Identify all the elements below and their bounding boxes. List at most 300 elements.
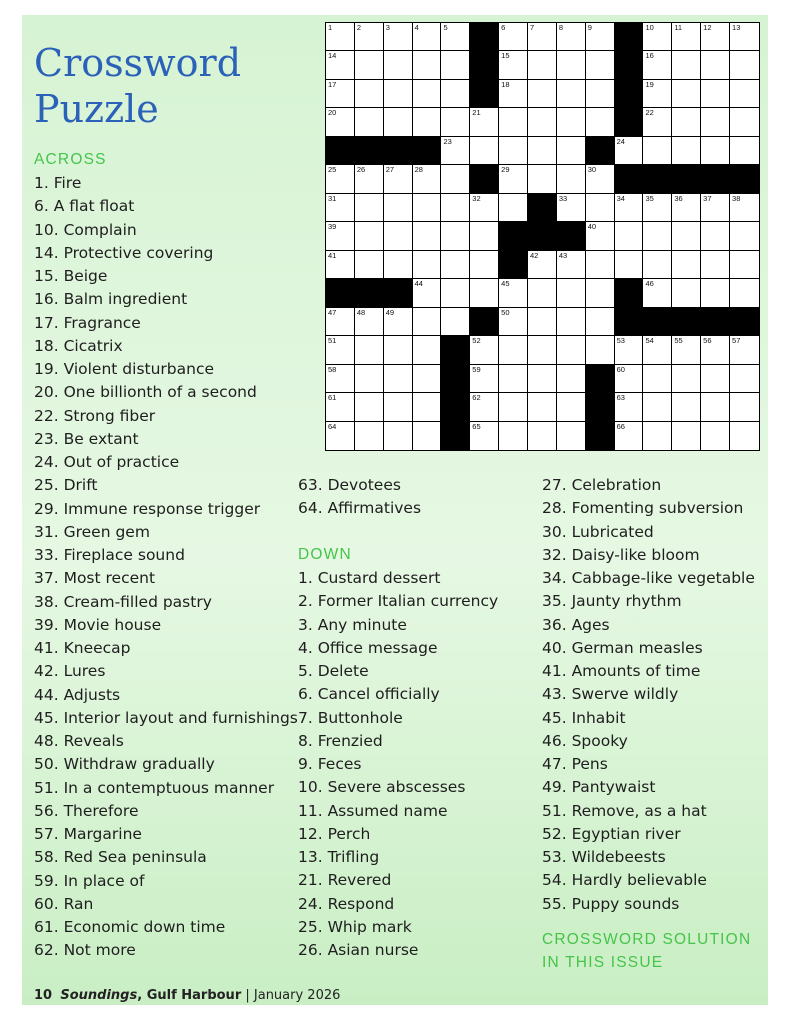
grid-block xyxy=(441,422,470,450)
down-clue: 41. Amounts of time xyxy=(542,662,701,680)
clue-number: 14 xyxy=(328,51,337,61)
down-clues-column-1 xyxy=(298,567,498,962)
across-clue: 20. One billionth of a second xyxy=(34,383,257,402)
grid-cell[interactable] xyxy=(557,51,586,79)
grid-cell[interactable] xyxy=(701,51,730,79)
grid-cell[interactable] xyxy=(528,137,557,165)
grid-cell[interactable] xyxy=(730,393,759,421)
grid-cell[interactable] xyxy=(470,422,499,450)
grid-cell[interactable] xyxy=(499,23,528,51)
solution-note-line-2: IN THIS ISSUE xyxy=(542,954,664,971)
grid-cell[interactable] xyxy=(528,365,557,393)
grid-cell[interactable] xyxy=(326,108,355,136)
grid-cell[interactable] xyxy=(413,251,442,279)
clue-number: 33 xyxy=(558,193,568,203)
grid-cell[interactable] xyxy=(499,422,528,450)
down-clues-column-2 xyxy=(542,474,755,916)
grid-cell[interactable] xyxy=(499,279,528,307)
grid-block xyxy=(730,165,759,193)
grid-block xyxy=(355,137,384,165)
grid-cell[interactable] xyxy=(470,365,499,393)
grid-cell[interactable] xyxy=(528,336,557,364)
grid-cell[interactable] xyxy=(413,165,442,193)
grid-cell[interactable] xyxy=(643,422,672,450)
grid-cell[interactable] xyxy=(672,393,701,421)
clue-number: 18 xyxy=(501,79,510,89)
grid-cell[interactable] xyxy=(701,251,730,279)
clue-number: 27 xyxy=(385,165,395,175)
grid-cell[interactable] xyxy=(470,137,499,165)
clue-number: 41 xyxy=(328,250,337,260)
grid-cell[interactable] xyxy=(643,222,672,250)
grid-cell[interactable] xyxy=(672,251,701,279)
clue-number: 52 xyxy=(472,336,481,346)
grid-cell[interactable] xyxy=(586,222,615,250)
grid-cell[interactable] xyxy=(528,51,557,79)
grid-cell[interactable] xyxy=(557,23,586,51)
across-clue: 56. Therefore xyxy=(34,801,139,820)
title-line-2: Puzzle xyxy=(34,87,159,131)
grid-cell[interactable] xyxy=(441,308,470,336)
grid-cell[interactable] xyxy=(441,108,470,136)
grid-cell[interactable] xyxy=(557,393,586,421)
grid-cell[interactable] xyxy=(615,365,644,393)
grid-cell[interactable] xyxy=(441,222,470,250)
grid-cell[interactable] xyxy=(326,80,355,108)
grid-cell[interactable] xyxy=(557,279,586,307)
grid-cell[interactable] xyxy=(615,194,644,222)
grid-cell[interactable] xyxy=(326,393,355,421)
clue-number: 55 xyxy=(674,336,683,346)
grid-cell[interactable] xyxy=(586,336,615,364)
grid-cell[interactable] xyxy=(701,279,730,307)
grid-cell[interactable] xyxy=(672,137,701,165)
grid-cell[interactable] xyxy=(730,23,759,51)
grid-cell[interactable] xyxy=(730,365,759,393)
grid-cell[interactable] xyxy=(557,137,586,165)
grid-cell[interactable] xyxy=(413,108,442,136)
grid-cell[interactable] xyxy=(326,336,355,364)
grid-block xyxy=(586,393,615,421)
across-clue: 24. Out of practice xyxy=(34,453,180,471)
grid-cell[interactable] xyxy=(355,393,384,421)
grid-cell[interactable] xyxy=(586,80,615,108)
grid-cell[interactable] xyxy=(730,279,759,307)
grid-cell[interactable] xyxy=(615,222,644,250)
down-clue: 8. Frenzied xyxy=(298,731,383,750)
grid-cell[interactable] xyxy=(326,222,355,250)
clue-number: 15 xyxy=(501,51,510,61)
across-clue: 59. In place of xyxy=(34,871,145,890)
across-clue: 62. Not more xyxy=(34,941,136,960)
grid-cell[interactable] xyxy=(557,165,586,193)
grid-cell[interactable] xyxy=(384,222,413,250)
grid-cell[interactable] xyxy=(528,80,557,108)
clue-number: 36 xyxy=(674,193,683,203)
grid-cell[interactable] xyxy=(643,194,672,222)
grid-cell[interactable] xyxy=(586,51,615,79)
down-clue: 51. Remove, as a hat xyxy=(542,801,707,820)
grid-cell[interactable] xyxy=(413,279,442,307)
grid-cell[interactable] xyxy=(730,251,759,279)
grid-cell[interactable] xyxy=(470,336,499,364)
grid-cell[interactable] xyxy=(557,422,586,450)
grid-cell[interactable] xyxy=(586,194,615,222)
grid-cell[interactable] xyxy=(441,80,470,108)
grid-cell[interactable] xyxy=(528,422,557,450)
grid-cell[interactable] xyxy=(355,222,384,250)
grid-block xyxy=(586,422,615,450)
grid-cell[interactable] xyxy=(586,108,615,136)
grid-cell[interactable] xyxy=(615,336,644,364)
grid-cell[interactable] xyxy=(701,365,730,393)
grid-cell[interactable] xyxy=(615,393,644,421)
grid-block xyxy=(441,365,470,393)
grid-cell[interactable] xyxy=(384,393,413,421)
clue-number: 66 xyxy=(616,421,625,431)
grid-cell[interactable] xyxy=(499,194,528,222)
across-clue: 64. Affirmatives xyxy=(298,499,422,518)
across-clue: 38. Cream-filled pastry xyxy=(34,592,212,611)
grid-cell[interactable] xyxy=(643,279,672,307)
clue-number: 39 xyxy=(328,222,337,232)
grid-cell[interactable] xyxy=(499,308,528,336)
grid-cell[interactable] xyxy=(470,393,499,421)
grid-cell[interactable] xyxy=(441,194,470,222)
grid-cell[interactable] xyxy=(701,23,730,51)
clue-number: 50 xyxy=(501,307,510,317)
clue-number: 20 xyxy=(328,108,337,118)
grid-cell[interactable] xyxy=(413,23,442,51)
grid-cell[interactable] xyxy=(384,251,413,279)
across-clue: 15. Beige xyxy=(34,267,108,285)
clue-number: 60 xyxy=(616,364,625,374)
grid-cell[interactable] xyxy=(730,422,759,450)
grid-cell[interactable] xyxy=(528,393,557,421)
down-clue: 27. Celebration xyxy=(542,476,662,494)
grid-cell[interactable] xyxy=(528,279,557,307)
grid-cell[interactable] xyxy=(413,422,442,450)
clue-number: 65 xyxy=(472,421,481,431)
grid-cell[interactable] xyxy=(326,365,355,393)
grid-cell[interactable] xyxy=(413,308,442,336)
grid-cell[interactable] xyxy=(355,422,384,450)
clue-number: 9 xyxy=(587,23,592,32)
grid-cell[interactable] xyxy=(499,51,528,79)
grid-cell[interactable] xyxy=(326,422,355,450)
grid-cell[interactable] xyxy=(441,137,470,165)
grid-block xyxy=(615,308,644,336)
clue-number: 30 xyxy=(587,165,597,175)
page-number: 10 xyxy=(34,988,53,1003)
grid-cell[interactable] xyxy=(643,23,672,51)
grid-cell[interactable] xyxy=(355,23,384,51)
grid-block xyxy=(528,194,557,222)
title-line-1: Crossword xyxy=(34,41,242,85)
grid-block xyxy=(441,393,470,421)
grid-cell[interactable] xyxy=(355,165,384,193)
down-clue: 1. Custard dessert xyxy=(298,569,441,587)
across-clue: 42. Lures xyxy=(34,662,106,681)
grid-block xyxy=(730,308,759,336)
clue-number: 56 xyxy=(703,336,712,346)
grid-cell[interactable] xyxy=(441,51,470,79)
grid-cell[interactable] xyxy=(701,422,730,450)
grid-cell[interactable] xyxy=(384,23,413,51)
down-heading: DOWN xyxy=(298,546,352,563)
grid-block xyxy=(672,308,701,336)
grid-block xyxy=(615,80,644,108)
across-clue: 25. Drift xyxy=(34,476,98,495)
grid-cell[interactable] xyxy=(730,137,759,165)
grid-cell[interactable] xyxy=(557,194,586,222)
across-clue: 51. In a contemptuous manner xyxy=(34,778,275,797)
grid-cell[interactable] xyxy=(355,51,384,79)
down-clue: 24. Respond xyxy=(298,894,395,913)
grid-cell[interactable] xyxy=(384,108,413,136)
grid-cell[interactable] xyxy=(672,222,701,250)
footer-separator: | xyxy=(241,988,254,1003)
grid-cell[interactable] xyxy=(730,222,759,250)
clue-number: 53 xyxy=(616,336,625,346)
grid-cell[interactable] xyxy=(384,165,413,193)
grid-block xyxy=(615,165,644,193)
grid-cell[interactable] xyxy=(499,108,528,136)
grid-cell[interactable] xyxy=(730,51,759,79)
grid-cell[interactable] xyxy=(586,279,615,307)
grid-cell[interactable] xyxy=(672,365,701,393)
grid-block xyxy=(384,137,413,165)
clue-number: 25 xyxy=(328,165,337,175)
clue-number: 24 xyxy=(616,136,625,146)
grid-cell[interactable] xyxy=(355,308,384,336)
grid-block xyxy=(499,222,528,250)
grid-cell[interactable] xyxy=(557,336,586,364)
grid-cell[interactable] xyxy=(701,137,730,165)
down-clue: 2. Former Italian currency xyxy=(298,592,499,611)
grid-cell[interactable] xyxy=(615,251,644,279)
grid-cell[interactable] xyxy=(528,23,557,51)
clue-number: 23 xyxy=(443,136,452,146)
clue-number: 13 xyxy=(732,23,741,32)
clue-number: 34 xyxy=(616,193,625,203)
across-clues-column-1 xyxy=(34,172,298,963)
grid-block xyxy=(586,137,615,165)
grid-cell[interactable] xyxy=(413,51,442,79)
grid-cell[interactable] xyxy=(384,308,413,336)
grid-cell[interactable] xyxy=(470,279,499,307)
grid-cell[interactable] xyxy=(384,365,413,393)
grid-block xyxy=(672,165,701,193)
across-clue: 14. Protective covering xyxy=(34,243,214,262)
grid-cell[interactable] xyxy=(528,165,557,193)
grid-cell[interactable] xyxy=(672,279,701,307)
grid-cell[interactable] xyxy=(355,365,384,393)
grid-cell[interactable] xyxy=(672,23,701,51)
grid-cell[interactable] xyxy=(557,365,586,393)
grid-cell[interactable] xyxy=(441,279,470,307)
grid-cell[interactable] xyxy=(557,108,586,136)
across-clue: 39. Movie house xyxy=(34,615,162,634)
grid-cell[interactable] xyxy=(384,422,413,450)
grid-cell[interactable] xyxy=(586,251,615,279)
grid-cell[interactable] xyxy=(413,194,442,222)
grid-cell[interactable] xyxy=(355,194,384,222)
grid-block xyxy=(557,222,586,250)
grid-cell[interactable] xyxy=(326,165,355,193)
grid-cell[interactable] xyxy=(643,365,672,393)
grid-cell[interactable] xyxy=(586,308,615,336)
grid-cell[interactable] xyxy=(499,336,528,364)
down-clue: 35. Jaunty rhythm xyxy=(542,592,682,611)
down-clue: 54. Hardly believable xyxy=(542,871,707,890)
grid-block xyxy=(643,308,672,336)
solution-note xyxy=(542,928,751,974)
clue-number: 21 xyxy=(472,108,481,118)
grid-cell[interactable] xyxy=(615,422,644,450)
grid-cell[interactable] xyxy=(441,251,470,279)
grid-cell[interactable] xyxy=(326,251,355,279)
across-clue: 44. Adjusts xyxy=(34,685,121,704)
clue-number: 10 xyxy=(645,23,654,32)
grid-cell[interactable] xyxy=(730,108,759,136)
page-footer xyxy=(34,988,340,1003)
grid-cell[interactable] xyxy=(557,308,586,336)
grid-cell[interactable] xyxy=(413,80,442,108)
grid-cell[interactable] xyxy=(701,222,730,250)
grid-cell[interactable] xyxy=(701,194,730,222)
grid-cell[interactable] xyxy=(499,393,528,421)
grid-cell[interactable] xyxy=(384,51,413,79)
grid-cell[interactable] xyxy=(701,108,730,136)
down-clue: 7. Buttonhole xyxy=(298,708,403,727)
grid-cell[interactable] xyxy=(701,80,730,108)
grid-block xyxy=(384,279,413,307)
grid-cell[interactable] xyxy=(326,308,355,336)
across-clue: 41. Kneecap xyxy=(34,639,131,657)
clue-number: 4 xyxy=(414,23,419,32)
grid-cell[interactable] xyxy=(355,251,384,279)
grid-cell[interactable] xyxy=(730,336,759,364)
across-clue: 58. Red Sea peninsula xyxy=(34,848,207,867)
clue-number: 22 xyxy=(645,108,654,118)
clue-number: 43 xyxy=(558,250,568,260)
down-clue: 52. Egyptian river xyxy=(542,824,681,843)
clue-number: 45 xyxy=(501,279,510,289)
grid-cell[interactable] xyxy=(557,251,586,279)
grid-cell[interactable] xyxy=(528,308,557,336)
clue-number: 7 xyxy=(530,23,535,32)
grid-cell[interactable] xyxy=(730,194,759,222)
grid-cell[interactable] xyxy=(557,80,586,108)
grid-cell[interactable] xyxy=(355,108,384,136)
grid-cell[interactable] xyxy=(384,336,413,364)
grid-cell[interactable] xyxy=(499,137,528,165)
grid-cell[interactable] xyxy=(701,393,730,421)
grid-cell[interactable] xyxy=(384,194,413,222)
down-clue: 12. Perch xyxy=(298,824,371,843)
clue-number: 26 xyxy=(356,165,366,175)
grid-cell[interactable] xyxy=(701,336,730,364)
grid-cell[interactable] xyxy=(672,108,701,136)
across-heading: ACROSS xyxy=(34,151,107,168)
grid-cell[interactable] xyxy=(326,194,355,222)
grid-cell[interactable] xyxy=(499,80,528,108)
across-clue: 17. Fragrance xyxy=(34,313,141,332)
clue-number: 48 xyxy=(356,307,366,317)
grid-cell[interactable] xyxy=(586,165,615,193)
publication-name: Soundings xyxy=(60,988,138,1003)
grid-cell[interactable] xyxy=(643,51,672,79)
grid-cell[interactable] xyxy=(470,222,499,250)
clue-number: 3 xyxy=(385,23,390,32)
down-clue: 40. German measles xyxy=(542,638,703,657)
grid-cell[interactable] xyxy=(643,251,672,279)
grid-cell[interactable] xyxy=(326,23,355,51)
across-clue: 22. Strong fiber xyxy=(34,406,156,425)
grid-cell[interactable] xyxy=(470,251,499,279)
grid-cell[interactable] xyxy=(413,222,442,250)
grid-cell[interactable] xyxy=(441,165,470,193)
grid-cell[interactable] xyxy=(672,51,701,79)
grid-cell[interactable] xyxy=(672,194,701,222)
grid-cell[interactable] xyxy=(643,336,672,364)
grid-cell[interactable] xyxy=(355,80,384,108)
grid-cell[interactable] xyxy=(470,108,499,136)
crossword-grid[interactable] xyxy=(325,22,760,451)
down-clue: 26. Asian nurse xyxy=(298,941,419,959)
clue-number: 35 xyxy=(645,193,654,203)
grid-cell[interactable] xyxy=(326,51,355,79)
grid-cell[interactable] xyxy=(672,422,701,450)
grid-cell[interactable] xyxy=(384,80,413,108)
grid-cell[interactable] xyxy=(499,365,528,393)
down-clue: 9. Feces xyxy=(298,755,362,773)
grid-cell[interactable] xyxy=(499,165,528,193)
across-clue: 6. A flat float xyxy=(34,197,135,216)
clue-number: 5 xyxy=(443,23,448,32)
grid-cell[interactable] xyxy=(441,23,470,51)
grid-cell[interactable] xyxy=(413,393,442,421)
grid-cell[interactable] xyxy=(528,251,557,279)
solution-note-line-1: CROSSWORD SOLUTION xyxy=(542,931,752,948)
grid-block xyxy=(326,137,355,165)
grid-cell[interactable] xyxy=(413,336,442,364)
grid-block xyxy=(470,23,499,51)
clue-number: 59 xyxy=(472,364,481,374)
clue-number: 47 xyxy=(328,307,337,317)
publication-location: , Gulf Harbour xyxy=(137,988,242,1003)
clue-number: 46 xyxy=(645,279,654,289)
clue-number: 42 xyxy=(530,250,539,260)
grid-cell[interactable] xyxy=(528,108,557,136)
grid-cell[interactable] xyxy=(470,194,499,222)
grid-cell[interactable] xyxy=(643,80,672,108)
grid-cell[interactable] xyxy=(413,365,442,393)
grid-cell[interactable] xyxy=(643,108,672,136)
grid-cell[interactable] xyxy=(643,393,672,421)
grid-cell[interactable] xyxy=(672,336,701,364)
grid-cell[interactable] xyxy=(586,23,615,51)
grid-cell[interactable] xyxy=(615,137,644,165)
grid-cell[interactable] xyxy=(643,137,672,165)
clue-number: 58 xyxy=(328,364,337,374)
grid-cell[interactable] xyxy=(730,80,759,108)
grid-cell[interactable] xyxy=(672,80,701,108)
grid-cell[interactable] xyxy=(355,336,384,364)
clue-number: 62 xyxy=(472,393,481,403)
clue-number: 57 xyxy=(732,336,741,346)
